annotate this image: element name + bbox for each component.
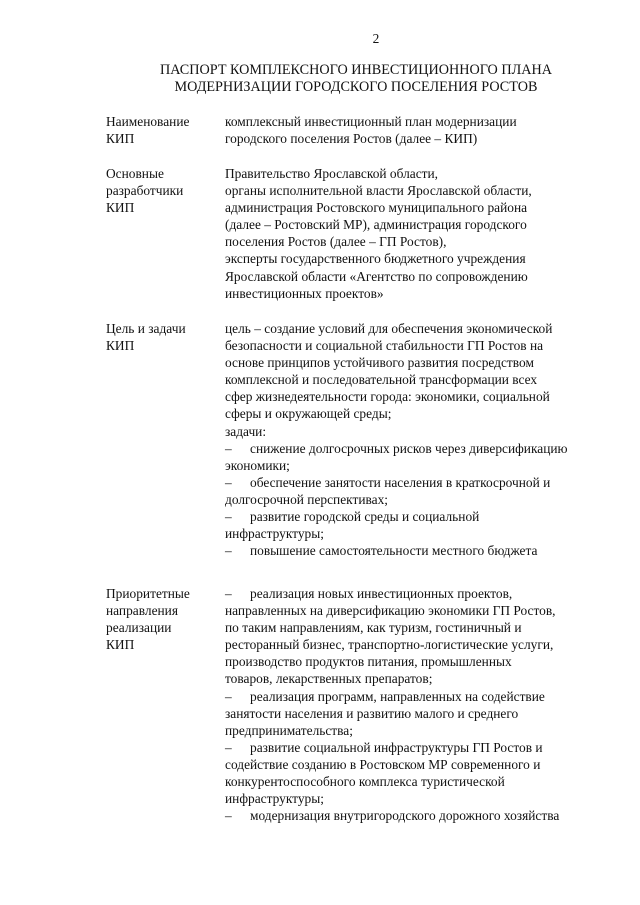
text-line (225, 165, 611, 182)
document-title (110, 62, 602, 96)
list-item (225, 585, 611, 602)
line-text: инвестиционных проектов» (225, 285, 384, 301)
line-text: цель – создание условий для обеспечения экономической (225, 321, 553, 336)
text-line (225, 182, 611, 199)
text-line (225, 602, 611, 619)
text-line (225, 320, 611, 337)
list-item (225, 440, 611, 457)
text-line (225, 130, 611, 147)
section-label-line: КИП (106, 637, 135, 653)
text-line (225, 423, 611, 440)
section-content (225, 113, 611, 147)
list-dash: – (225, 474, 232, 490)
text-line (225, 250, 611, 267)
line-text: задачи: (225, 423, 267, 439)
list-item (225, 474, 611, 491)
line-text: производство продуктов питания, промышленных (225, 654, 512, 670)
line-text: комплексный инвестиционный план модернизации (225, 114, 517, 129)
section-label (106, 585, 216, 653)
line-text: конкурентоспособного комплекса туристической (225, 774, 505, 790)
text-line (225, 790, 611, 807)
section-label-line: Наименование (106, 114, 190, 129)
line-text: (далее – Ростовский МР), администрация городского (225, 217, 527, 233)
line-text: реализация новых инвестиционных проектов, (250, 586, 513, 601)
section-content (225, 320, 611, 559)
text-line (225, 773, 611, 790)
text-line (225, 268, 611, 285)
section-label (106, 320, 216, 354)
line-text: Ярославской области «Агентство по сопровождению (225, 268, 528, 284)
title-line-2: МОДЕРНИЗАЦИИ ГОРОДСКОГО ПОСЕЛЕНИЯ РОСТОВ (174, 79, 538, 95)
text-line (225, 371, 611, 388)
text-line (225, 337, 611, 354)
section-label-line: Цель и задачи (106, 321, 186, 336)
text-line (225, 199, 611, 216)
line-text: предпринимательства; (225, 722, 353, 738)
list-dash: – (225, 808, 232, 824)
section-label-line: разработчики (106, 183, 184, 199)
title-line-1: ПАСПОРТ КОМПЛЕКСНОГО ИНВЕСТИЦИОННОГО ПЛАНА (160, 62, 552, 78)
line-text: долгосрочной перспективах; (225, 491, 389, 507)
list-dash: – (225, 440, 232, 456)
line-text: занятости населения и развитию малого и среднего (225, 705, 519, 721)
list-dash: – (225, 739, 232, 755)
line-text: Правительство Ярославской области, (225, 166, 439, 181)
list-dash: – (225, 543, 232, 559)
line-text: сферы и окружающей среды; (225, 406, 392, 422)
text-line (225, 653, 611, 670)
section-label (106, 165, 216, 216)
line-text: сфер жизнедеятельности города: экономики, социальной (225, 389, 550, 405)
line-text: экономики; (225, 457, 290, 473)
line-text: безопасности и социальной стабильности ГП Ростов на (225, 338, 544, 354)
section-label-line: направления (106, 603, 179, 619)
list-dash: – (225, 688, 232, 704)
section-label (106, 113, 216, 147)
text-line (225, 216, 611, 233)
text-line (225, 405, 611, 422)
line-text: товаров, лекарственных препаратов; (225, 671, 433, 687)
line-text: инфраструктуры; (225, 791, 324, 807)
section-content (225, 585, 611, 824)
line-text: администрация Ростовского муниципального района (225, 200, 528, 216)
section-label-line: Приоритетные (106, 586, 190, 601)
section-label-line: КИП (106, 131, 135, 147)
line-text: ресторанный бизнес, транспортно-логистические услуги, (225, 637, 554, 653)
text-line (225, 491, 611, 508)
text-line (225, 354, 611, 371)
section-label-line: Основные (106, 166, 164, 181)
line-text: содействие созданию в Ростовском МР современного и (225, 756, 541, 772)
line-text: повышение самостоятельности местного бюджета (250, 543, 538, 559)
text-line (225, 388, 611, 405)
text-line (225, 285, 611, 302)
text-line (225, 233, 611, 250)
list-item (225, 508, 611, 525)
text-line (225, 113, 611, 130)
list-item (225, 739, 611, 756)
list-item (225, 807, 611, 824)
line-text: инфраструктуры; (225, 526, 324, 542)
line-text: по таким направлениям, как туризм, гостиничный и (225, 620, 522, 636)
line-text: поселения Ростов (далее – ГП Ростов), (225, 234, 447, 250)
line-text: модернизация внутригородского дорожного хозяйства (250, 808, 560, 824)
line-text: реализация программ, направленных на содействие (250, 688, 545, 704)
text-line (225, 636, 611, 653)
line-text: обеспечение занятости населения в краткосрочной и (250, 474, 551, 490)
text-line (225, 756, 611, 773)
list-dash: – (225, 586, 232, 601)
line-text: основе принципов устойчивого развития посредством (225, 355, 534, 371)
text-line (225, 619, 611, 636)
line-text: развитие городской среды и социальной (250, 509, 480, 525)
line-text: направленных на диверсификацию экономики ГП Ростов, (225, 603, 556, 619)
section-label-line: КИП (106, 338, 135, 354)
section-content (225, 165, 611, 302)
line-text: снижение долгосрочных рисков через диверсификацию (250, 440, 568, 456)
section-label-line: реализации (106, 620, 172, 636)
text-line (225, 457, 611, 474)
line-text: органы исполнительной власти Ярославской области, (225, 183, 532, 199)
text-line (225, 722, 611, 739)
list-item (225, 688, 611, 705)
text-line (225, 705, 611, 722)
list-item (225, 542, 611, 559)
section-label-line: КИП (106, 200, 135, 216)
line-text: городского поселения Ростов (далее – КИП) (225, 131, 478, 147)
line-text: развитие социальной инфраструктуры ГП Ростов и (250, 739, 543, 755)
line-text: комплексной и последовательной трансформации всех (225, 372, 538, 388)
text-line (225, 670, 611, 687)
page-number: 2 (372, 31, 380, 46)
text-line (225, 525, 611, 542)
line-text: эксперты государственного бюджетного учреждения (225, 251, 526, 267)
list-dash: – (225, 509, 232, 525)
